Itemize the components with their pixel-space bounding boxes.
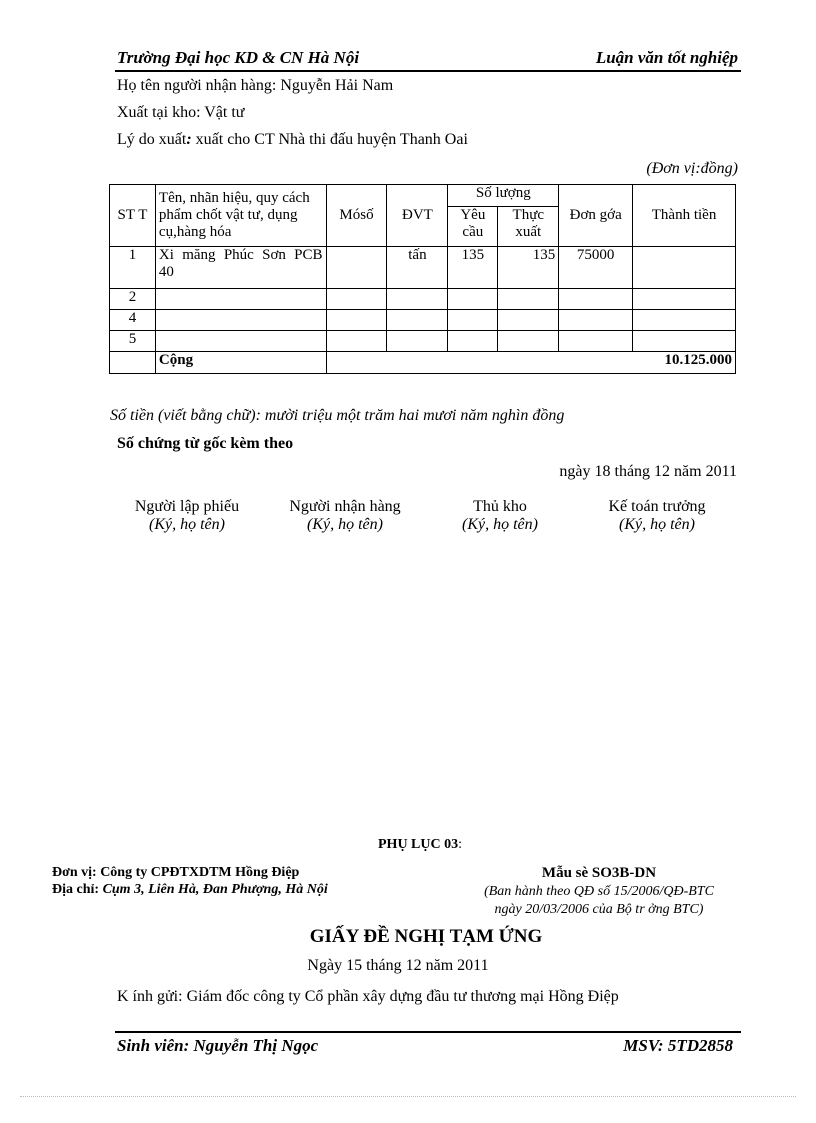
signature-hint: (Ký, họ tên) bbox=[619, 516, 695, 533]
header-school: Trường Đại học KD & CN Hà Nội bbox=[117, 48, 360, 67]
appendix-address-label: Địa chỉ: bbox=[52, 882, 100, 897]
signature-preparer bbox=[107, 498, 267, 534]
appendix-doc-title: GIẤY ĐỀ NGHỊ TẠM ỨNG bbox=[309, 926, 543, 947]
signature-hint: (Ký, họ tên) bbox=[149, 516, 225, 533]
receipt-date: ngày 18 tháng 12 năm 2011 bbox=[559, 463, 737, 480]
row-name bbox=[155, 331, 326, 352]
footer-student-id: MSV: 5TD2858 bbox=[623, 1036, 733, 1055]
reason-colon: : bbox=[186, 131, 192, 148]
row-qty-act bbox=[498, 331, 559, 352]
signature-role: Người nhận hàng bbox=[289, 498, 401, 515]
header-doc-type: Luận văn tốt nghiệp bbox=[595, 48, 738, 67]
appendix-unit: Đơn vị: Công ty CPĐTXDTM Hồng Điệp bbox=[52, 865, 300, 880]
appendix-addressee: K ính gửi: Giám đốc công ty Cổ phần xây dựng đầu tư thương mại Hồng Điệp bbox=[117, 988, 619, 1005]
row-qty-req bbox=[448, 310, 498, 331]
table-row bbox=[110, 310, 736, 331]
row-total bbox=[633, 289, 736, 310]
row-name bbox=[155, 289, 326, 310]
unit-note: (Đơn vị:đồng) bbox=[646, 160, 738, 177]
attached-docs: Số chứng từ gốc kèm theo bbox=[117, 435, 294, 452]
appendix-address-text: Cụm 3, Liên Hà, Đan Phượng, Hà Nội bbox=[102, 882, 328, 897]
row-unit bbox=[387, 289, 448, 310]
total-label: Cộng bbox=[155, 352, 326, 374]
row-code bbox=[326, 331, 387, 352]
col-header-unit: ĐVT bbox=[387, 185, 448, 247]
row-total bbox=[633, 247, 736, 289]
row-stt: 4 bbox=[110, 310, 156, 331]
appendix-title bbox=[378, 837, 462, 853]
row-qty-req: 135 bbox=[448, 247, 498, 289]
col-header-name: Tên, nhãn hiệu, quy cách phẩm chốt vật tư, dụng cụ,hàng hóa bbox=[155, 185, 326, 247]
header-rule bbox=[115, 70, 741, 72]
row-price bbox=[559, 289, 633, 310]
col-header-code: Mósố bbox=[326, 185, 387, 247]
signature-hint: (Ký, họ tên) bbox=[462, 516, 538, 533]
signature-chief-accountant bbox=[577, 498, 737, 534]
page-edge-dotted-line bbox=[20, 1096, 796, 1097]
table-row bbox=[110, 289, 736, 310]
row-unit: tấn bbox=[387, 247, 448, 289]
table-total-row bbox=[110, 352, 736, 374]
signature-storekeeper bbox=[420, 498, 580, 534]
col-header-qty: Số lượng bbox=[448, 185, 559, 207]
row-price bbox=[559, 310, 633, 331]
appendix-title-colon: : bbox=[458, 837, 463, 852]
total-row-stt bbox=[110, 352, 156, 374]
row-name bbox=[155, 310, 326, 331]
reason-label: Lý do xuất bbox=[117, 131, 187, 148]
appendix-form-note-2: ngày 20/03/2006 của Bộ tr ởng BTC) bbox=[494, 902, 704, 917]
signature-hint: (Ký, họ tên) bbox=[307, 516, 383, 533]
row-qty-act: 135 bbox=[498, 247, 559, 289]
footer-rule bbox=[115, 1031, 741, 1033]
amount-words-label: Số tiền (viết bằng chữ): bbox=[110, 407, 261, 424]
recipient-line: Họ tên người nhận hàng: Nguyễn Hải Nam bbox=[117, 77, 394, 94]
row-stt: 1 bbox=[110, 247, 156, 289]
row-unit bbox=[387, 310, 448, 331]
row-price: 75000 bbox=[559, 247, 633, 289]
row-total bbox=[633, 310, 736, 331]
reason-line bbox=[117, 131, 468, 149]
appendix-title-text: PHỤ LỤC 03 bbox=[378, 837, 459, 852]
amount-words-text: mười triệu một trăm hai mươi năm nghìn đồng bbox=[260, 407, 565, 424]
amount-words-line bbox=[110, 407, 564, 425]
appendix-form-note-1: (Ban hành theo QĐ số 15/2006/QĐ-BTC bbox=[484, 884, 714, 899]
col-header-total: Thành tiền bbox=[633, 185, 736, 247]
row-code bbox=[326, 247, 387, 289]
col-header-price: Đơn gớa bbox=[559, 185, 633, 247]
signature-role: Thủ kho bbox=[473, 498, 527, 515]
col-header-stt: ST T bbox=[110, 185, 156, 247]
row-qty-req bbox=[448, 331, 498, 352]
warehouse-line: Xuất tại kho: Vật tư bbox=[117, 104, 245, 121]
col-header-qty-act: Thực xuất bbox=[498, 207, 559, 247]
row-name: Xi măng Phúc Sơn PCB 40 bbox=[155, 247, 326, 289]
row-stt: 5 bbox=[110, 331, 156, 352]
goods-issue-table bbox=[109, 184, 736, 374]
appendix-form-code: Mẫu sè SO3B-DN bbox=[541, 865, 657, 881]
appendix-doc-date: Ngày 15 tháng 12 năm 2011 bbox=[307, 957, 489, 974]
row-stt: 2 bbox=[110, 289, 156, 310]
row-total bbox=[633, 331, 736, 352]
total-value: 10.125.000 bbox=[326, 352, 735, 374]
row-qty-act bbox=[498, 310, 559, 331]
signature-role: Kế toán trưởng bbox=[608, 498, 706, 515]
footer-student: Sinh viên: Nguyễn Thị Ngọc bbox=[117, 1036, 319, 1055]
row-qty-act bbox=[498, 289, 559, 310]
row-price bbox=[559, 331, 633, 352]
signature-receiver bbox=[265, 498, 425, 534]
col-header-qty-req: Yêu cầu bbox=[448, 207, 498, 247]
table-row bbox=[110, 331, 736, 352]
signature-role: Người lập phiếu bbox=[134, 498, 240, 515]
row-qty-req bbox=[448, 289, 498, 310]
row-code bbox=[326, 310, 387, 331]
reason-text: xuất cho CT Nhà thi đấu huyện Thanh Oai bbox=[191, 131, 468, 148]
table-row bbox=[110, 247, 736, 289]
row-unit bbox=[387, 331, 448, 352]
row-code bbox=[326, 289, 387, 310]
